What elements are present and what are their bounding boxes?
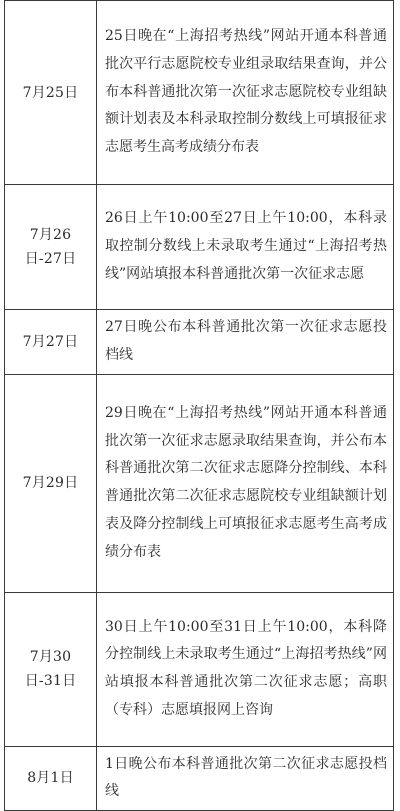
date-cell: 7月27日 — [5, 310, 97, 375]
description-cell: 25日晚在“上海招考热线”网站开通本科普通批次平行志愿院校专业组录取结果查询，并公布本科普通批次第一次征求志愿院校专业组缺额计划表及本科录取控制分数线上可填报征求志愿考生高考成绩分布表 — [97, 1, 394, 185]
description-cell: 27日晚公布本科普通批次第一次征求志愿投档线 — [97, 310, 394, 375]
date-text: 7月26日-27日 — [24, 227, 77, 267]
table-row — [5, 185, 394, 310]
date-cell — [5, 592, 97, 746]
date-cell: 7月29日 — [5, 374, 97, 592]
date-text: 7月30日-31日 — [24, 649, 77, 690]
table-row — [5, 746, 394, 811]
table-row — [5, 592, 394, 746]
date-cell: 7月25日 — [5, 1, 97, 185]
table-row — [5, 374, 394, 592]
admission-schedule-table — [4, 0, 394, 811]
table-row — [5, 1, 394, 185]
date-cell — [5, 185, 97, 310]
description-cell: 29日晚在“上海招考热线”网站开通本科普通批次第一次征求志愿录取结果查询，并公布本科普通批次第二次征求志愿降分控制线、本科普通批次第二次征求志愿院校专业组缺额计划表及降分控制线上可填报征求志愿考生高考成绩分布表 — [97, 374, 394, 592]
description-cell: 1日晚公布本科普通批次第二次征求志愿投档线 — [97, 746, 394, 811]
date-cell: 8月1日 — [5, 746, 97, 811]
table-row — [5, 310, 394, 375]
description-cell: 26日上午10:00至27日上午10:00，本科录取控制分数线上未录取考生通过“上海招考热线”网站填报本科普通批次第一次征求志愿 — [97, 185, 394, 310]
description-cell: 30日上午10:00至31日上午10:00，本科降分控制线上未录取考生通过“上海招考热线”网站填报本科普通批次第二次征求志愿；高职（专科）志愿填报网上咨询 — [97, 592, 394, 746]
